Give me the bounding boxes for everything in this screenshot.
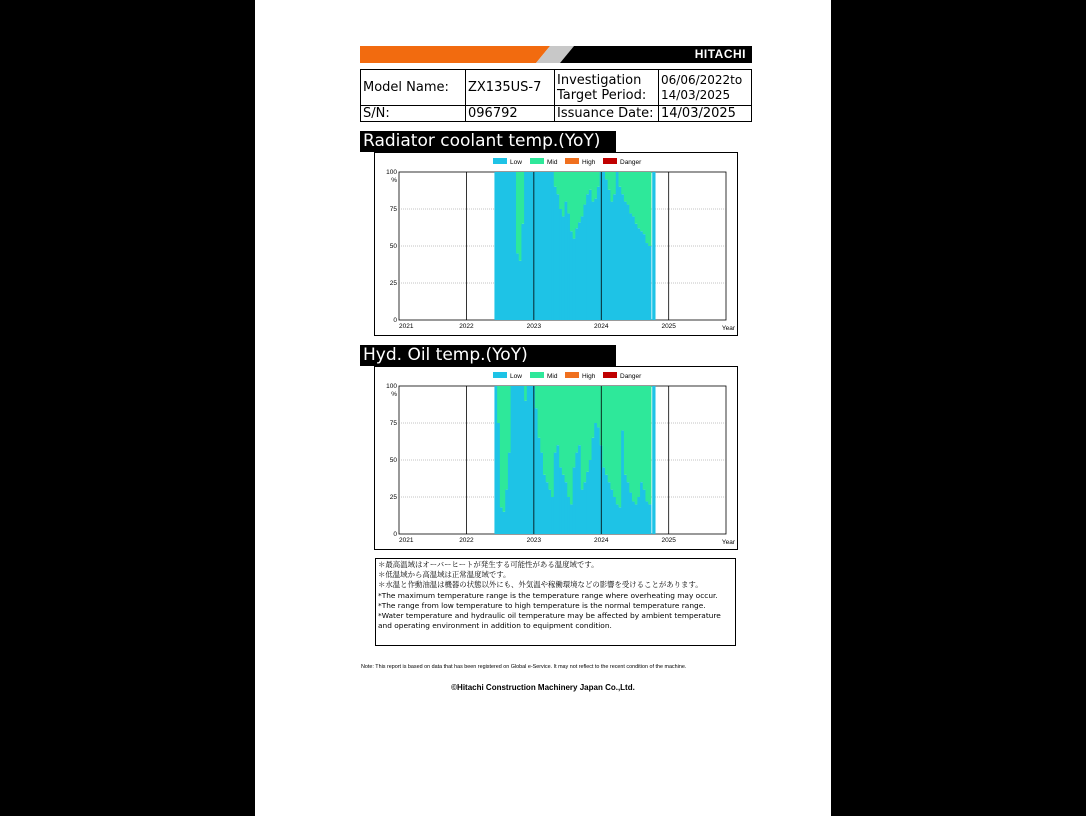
bar-low: [652, 172, 655, 320]
legend-swatch-mid: [530, 372, 544, 378]
note-line: ＊低温域から高温域は正常温度域です。: [378, 570, 511, 580]
x-tick-label: 2022: [459, 323, 474, 330]
data-source-footnote: Note: This report is based on data that has been registered on Global e-Service. It may not reflect to the recent condition of the machine.: [361, 664, 687, 670]
header-banner: [360, 46, 752, 63]
x-tick-label: 2025: [661, 323, 676, 330]
bar-low: [652, 386, 655, 534]
radiator-chart: [374, 152, 738, 336]
legend-label-high: High: [582, 373, 596, 380]
x-tick-label: 2021: [399, 537, 414, 544]
x-tick-label: 2025: [661, 537, 676, 544]
note-line: *Water temperature and hydraulic oil temperature may be affected by ambient temperature: [378, 611, 721, 621]
y-tick-label: 0: [393, 317, 397, 324]
bar-low: [648, 246, 651, 320]
bar-mid: [648, 386, 651, 504]
machine-info-table: [360, 69, 752, 122]
notes-box: [375, 558, 736, 646]
x-tick-label: 2024: [594, 323, 609, 330]
x-axis-label: Year: [721, 325, 735, 332]
brand-logo: HITACHI: [694, 47, 746, 61]
radiator-section-title: Radiator coolant temp.(YoY): [360, 131, 616, 152]
y-tick-label: 100: [386, 169, 397, 176]
x-tick-label: 2023: [526, 537, 542, 544]
legend-label-mid: Mid: [547, 159, 558, 166]
model-name-label: Model Name:: [361, 70, 466, 106]
target-period-label: [555, 70, 659, 106]
y-tick-label: 0: [393, 531, 397, 538]
y-tick-label: 100: [386, 383, 397, 390]
note-line: ＊最高温域はオーバーヒートが発生する可能性がある温度域です。: [378, 560, 599, 569]
target-period-label-line1: Investigation: [557, 72, 642, 88]
bar-low: [648, 504, 651, 534]
y-unit-label: %: [391, 391, 397, 398]
radiator-chart-svg: [375, 153, 737, 335]
y-unit-label: %: [391, 177, 397, 184]
target-period-value: [659, 70, 752, 106]
legend-swatch-high: [565, 372, 579, 378]
legend-label-low: Low: [510, 159, 522, 166]
note-line: *The range from low temperature to high temperature is the normal temperature range.: [378, 600, 706, 610]
x-tick-label: 2023: [526, 323, 542, 330]
target-period-start: 06/06/2022to: [661, 72, 743, 87]
note-line: ＊水温と作動油温は機器の状態以外にも、外気温や稼働環境などの影響を受けることがあります。: [378, 580, 703, 590]
x-tick-label: 2022: [459, 537, 474, 544]
target-period-end: 14/03/2025: [661, 87, 731, 102]
serial-number-value: 096792: [466, 106, 555, 122]
note-line: and operating environment in addition to equipment condition.: [378, 621, 612, 631]
copyright-text: ©Hitachi Construction Machinery Japan Co.,Ltd.: [451, 683, 635, 692]
legend-swatch-low: [493, 372, 507, 378]
y-tick-label: 50: [389, 243, 397, 250]
hyd-oil-chart: [374, 366, 738, 550]
serial-number-label: S/N:: [361, 106, 466, 122]
legend-label-danger: Danger: [620, 159, 642, 166]
legend-swatch-danger: [603, 372, 617, 378]
issuance-date-value: 14/03/2025: [659, 106, 752, 122]
hyd-oil-section-title: Hyd. Oil temp.(YoY): [360, 345, 616, 366]
model-name-value: ZX135US-7: [466, 70, 555, 106]
legend-swatch-low: [493, 158, 507, 164]
bar-mid: [648, 172, 651, 246]
y-tick-label: 50: [389, 457, 397, 464]
hyd-oil-chart-svg: [375, 367, 737, 549]
issuance-date-label: Issuance Date:: [555, 106, 659, 122]
legend-swatch-danger: [603, 158, 617, 164]
y-tick-label: 75: [389, 206, 397, 213]
target-period-label-line2: Target Period:: [557, 87, 647, 103]
legend-swatch-high: [565, 158, 579, 164]
note-line: *The maximum temperature range is the temperature range where overheating may occur.: [378, 590, 718, 600]
legend-label-low: Low: [510, 373, 522, 380]
y-tick-label: 75: [389, 420, 397, 427]
y-tick-label: 25: [389, 280, 397, 287]
header-stripe-graphic: [360, 46, 752, 63]
x-tick-label: 2024: [594, 537, 609, 544]
legend-label-high: High: [582, 159, 596, 166]
legend-swatch-mid: [530, 158, 544, 164]
legend-label-mid: Mid: [547, 373, 558, 380]
legend-label-danger: Danger: [620, 373, 642, 380]
y-tick-label: 25: [389, 494, 397, 501]
x-tick-label: 2021: [399, 323, 414, 330]
x-axis-label: Year: [721, 539, 735, 546]
report-page: [255, 0, 831, 816]
